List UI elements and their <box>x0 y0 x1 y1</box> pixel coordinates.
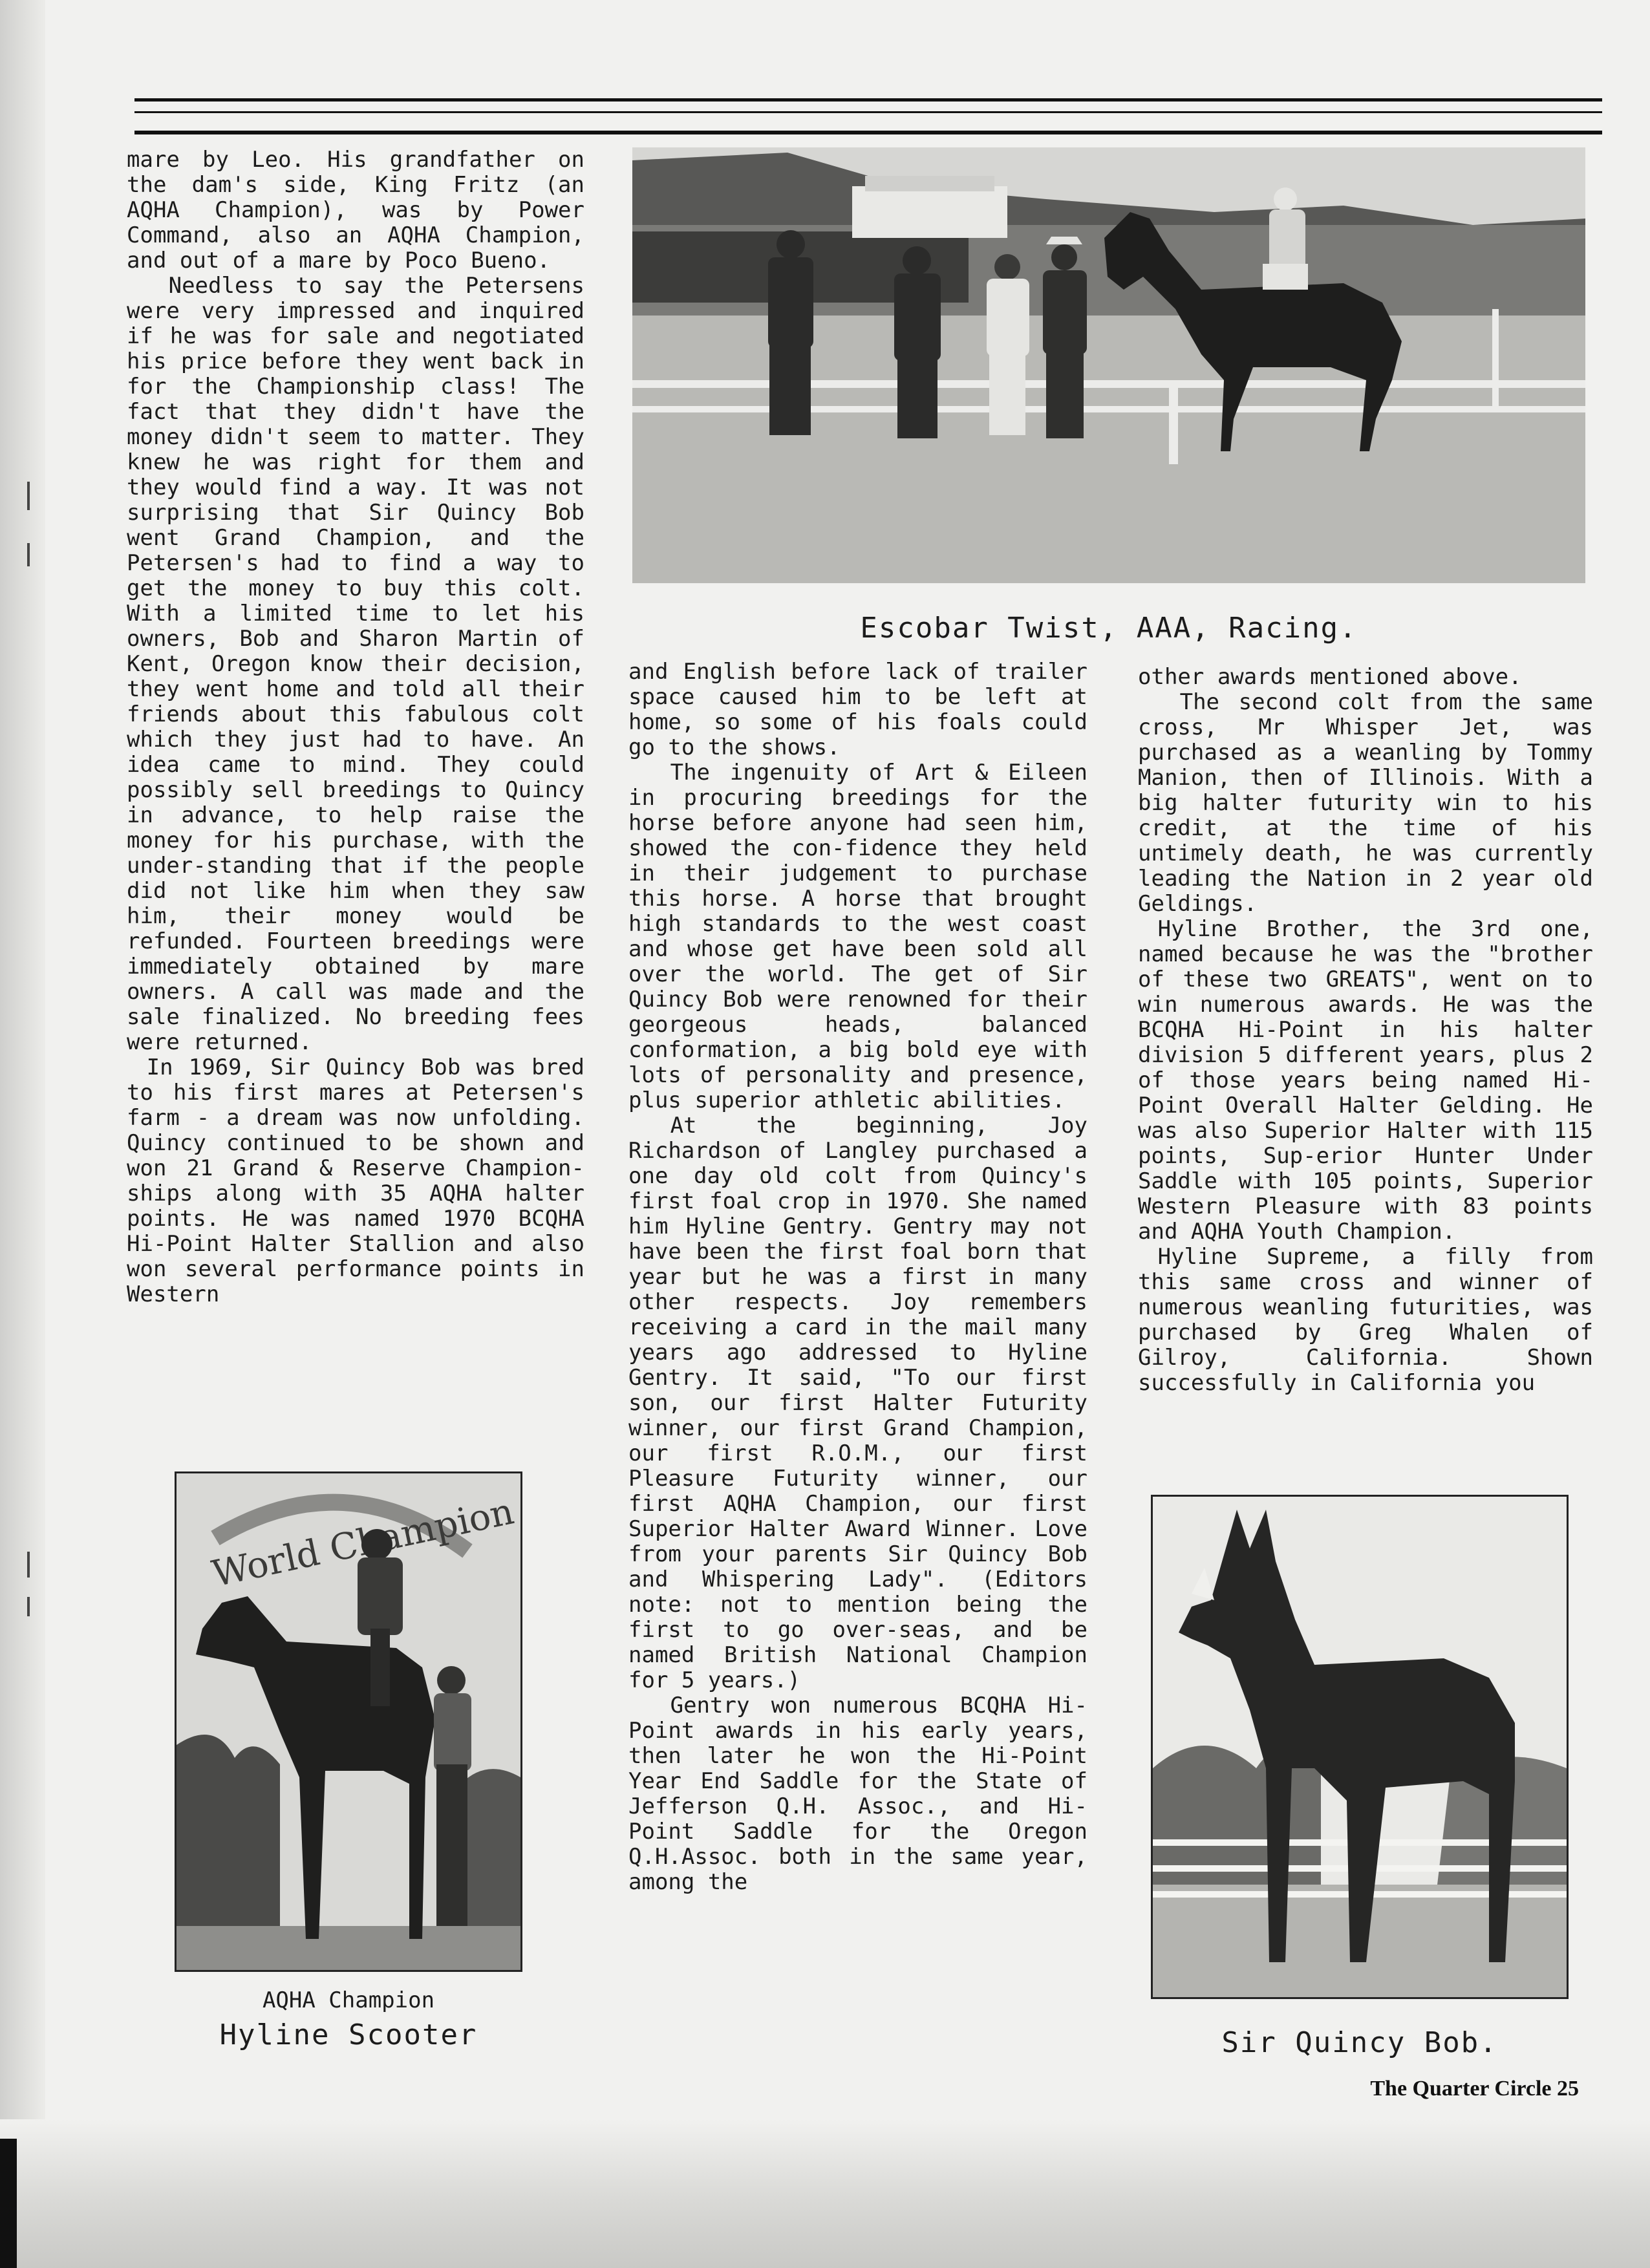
page-folio: The Quarter Circle 25 <box>1370 2077 1579 2101</box>
header-rule-middle <box>134 111 1602 113</box>
scan-edge-shadow <box>0 0 45 2268</box>
article-column-1 <box>127 147 584 1307</box>
sir-quincy-bob-photo-image <box>1153 1497 1567 1997</box>
header-rule-bottom <box>134 131 1602 134</box>
article-column-3 <box>1138 665 1593 1396</box>
photo-hyline-scooter <box>175 1471 522 1972</box>
column2-paragraph-3: At the beginning, Joy Richardson of Langley purchased a one day old colt from Quincy's first foal crop in 1970. She named him Hyline Gentry. Gentry may not have been the first foal born that year but he was a first in many other respects. Joy remembers receiving a card in the mail many years ago addressed to Hyline Gentry. It said, "To our first son, our first Halter Futurity winner, our first Grand Champion, our first R.O.M., our first Pleasure Futurity winner, our first AQHA Champion, our first Superior Halter Award Winner. Love from your parents Sir Quincy Bob and Whispering Lady". (Editors note: not to mention being the first to go over-seas, and be named British National Champion for 5 years.) <box>628 1113 1088 1693</box>
binder-hole-mark <box>27 1597 30 1616</box>
column2-paragraph-2: The ingenuity of Art & Eileen in procuring breedings for the horse before anyone had seen him, showed the con-fidence they held in their judgement to purchase this horse. A horse that brought high standards to the west coast and whose get have been sold all over the world. The get of Sir Quincy Bob were renowned for their georgeous heads, balanced conformation, a big bold eye with lots of personality and presence, plus superior athletic abilities. <box>628 760 1088 1113</box>
column3-paragraph-3: Hyline Brother, the 3rd one, named because he was the "brother of these two GREATS", went on to win numerous awards. He was the BCQHA Hi-Point in his halter division 5 different years, plus 2 of those years being named Hi-Point Overall Halter Gelding. He was also Superior Halter with 115 points, Sup-erior Hunter Under Saddle with 105 points, Superior Western Pleasure with 83 points and AQHA Youth Champion. <box>1138 916 1593 1245</box>
column1-paragraph-1: mare by Leo. His grandfather on the dam's side, King Fritz (an AQHA Champion), was by Power Command, also an AQHA Champion, and out of a mare by Poco Bueno. <box>127 147 584 273</box>
hyline-scooter-caption-line1: AQHA Champion <box>262 1987 435 2013</box>
column2-paragraph-1: and English before lack of trailer space caused him to be left at home, so some of his foals could go to the shows. <box>628 659 1088 760</box>
escobar-twist-photo-image <box>632 147 1585 583</box>
column3-paragraph-4: Hyline Supreme, a filly from this same cross and winner of numerous weanling futurities, was purchased by Greg Whalen of Gilroy, California. Shown successfully in California you <box>1138 1244 1593 1396</box>
sir-quincy-bob-caption: Sir Quincy Bob. <box>1221 2026 1498 2059</box>
column1-paragraph-3: In 1969, Sir Quincy Bob was bred to his first mares at Petersen's farm - a dream was now unfolding. Quincy continued to be shown and won 21 Grand & Reserve Champion-ships along with 35 AQHA halter points. He was named 1970 BCQHA Hi-Point Halter Stallion and also won several performance points in Western <box>127 1054 584 1307</box>
binder-hole-mark <box>27 543 30 566</box>
escobar-twist-caption: Escobar Twist, AAA, Racing. <box>860 612 1358 645</box>
world-champion-banner-text: World Champion <box>208 1490 518 1596</box>
column2-paragraph-4: Gentry won numerous BCQHA Hi-Point awards in his early years, then later he won the Hi-Point Year End Saddle for the State of Jefferson Q.H. Assoc., and Hi-Point Saddle for the Oregon Q.H.Assoc. both in the same year, among the <box>628 1693 1088 1895</box>
column3-paragraph-2: The second colt from the same cross, Mr Whisper Jet, was purchased as a weanling by Tommy Manion, then of Illinois. With a big halter futurity win to his credit, at the time of his untimely death, he was currently leading the Nation in 2 year old Geldings. <box>1138 689 1593 917</box>
article-column-2 <box>628 659 1088 1895</box>
scan-corner-edge <box>0 2139 17 2268</box>
column3-paragraph-1: other awards mentioned above. <box>1138 664 1522 690</box>
column1-paragraph-2: Needless to say the Petersens were very impressed and inquired if he was for sale and negotiated his price before they went back in for the Championship class! The fact that they didn't have the money didn't seem to matter. They knew he was right for them and they would find a way. It was not surprising that Sir Quincy Bob went Grand Champion, and the Petersen's had to find a way to get the money to buy this colt. With a limited time to let his owners, Bob and Sharon Martin of Kent, Oregon know their decision, they went home and told all their friends about this fabulous colt which they just had to have. An idea came to mind. They could possibly sell breedings to Quincy in advance, to help raise the money for his purchase, with the under-standing that if the people did not like him when they saw him, their money would be refunded. Fourteen breedings were immediately obtained by mare owners. A call was made and the sale finalized. No breeding fees were returned. <box>127 273 584 1055</box>
photo-escobar-twist <box>632 147 1585 583</box>
hyline-scooter-caption-line2: Hyline Scooter <box>219 2018 478 2051</box>
photo-sir-quincy-bob <box>1151 1495 1569 1999</box>
header-rule-top <box>134 98 1602 102</box>
binder-hole-mark <box>27 482 30 510</box>
scan-bottom-shadow <box>0 2119 1650 2268</box>
binder-hole-mark <box>27 1552 30 1578</box>
hyline-scooter-photo-image <box>177 1473 520 1970</box>
